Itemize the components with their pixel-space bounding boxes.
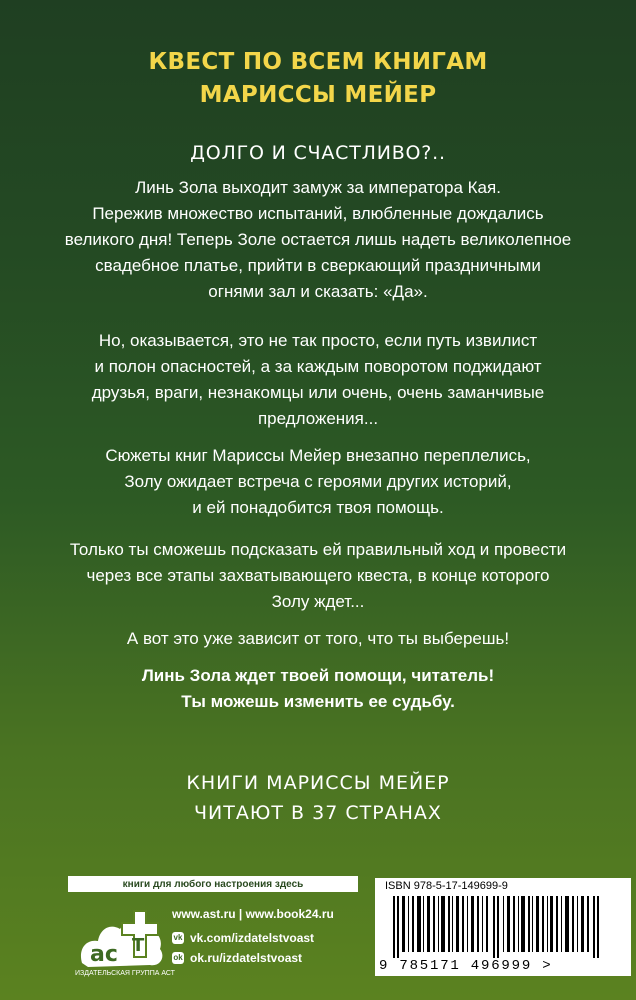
text-line: Пережив множество испытаний, влюбленные дождались xyxy=(92,204,544,223)
text-line: Но, оказывается, это не так просто, если путь извилист xyxy=(98,331,538,350)
text-line: Сюжеты книг Мариссы Мейер внезапно переплелись, xyxy=(105,446,531,465)
text-line: предложения... xyxy=(257,409,379,428)
text-line: великого дня! Теперь Золе остается лишь надеть великолепное xyxy=(64,230,572,249)
text-line: Золу ожидает встреча с героями других историй, xyxy=(124,472,512,491)
ok-row xyxy=(172,948,334,968)
stat-line-2: ЧИТАЮТ В 37 СТРАНАХ xyxy=(194,802,442,824)
barcode-icon xyxy=(387,896,619,958)
stat-line-1: КНИГИ МАРИССЫ МЕЙЕР xyxy=(186,772,450,794)
isbn-box xyxy=(375,878,631,976)
text-line: и ей понадобится твоя помощь. xyxy=(192,498,444,517)
stat-block xyxy=(0,768,636,828)
paragraph-3 xyxy=(40,443,596,521)
vk-icon: vk xyxy=(173,933,183,942)
publisher-links xyxy=(172,904,334,968)
paragraph-5 xyxy=(40,626,596,652)
text-line: друзья, враги, незнакомцы или очень, очень заманчивые xyxy=(91,383,545,402)
vk-row xyxy=(172,928,334,948)
slogan-text: книги для любого настроения здесь xyxy=(122,878,304,890)
ok-link[interactable]: ok.ru/izdatelstvoast xyxy=(190,951,303,965)
cover-title xyxy=(0,46,636,112)
paragraph-4 xyxy=(40,537,596,615)
text-line: и полон опасностей, а за каждым поворотом поджидают xyxy=(94,357,542,376)
text-line: Только ты сможешь подсказать ей правильный ход и провести xyxy=(69,540,567,559)
vk-link[interactable]: vk.com/izdatelstvoast xyxy=(190,931,315,945)
text-line: Линь Зола выходит замуж за императора Кая. xyxy=(135,178,501,197)
text-line: огнями зал и сказать: «Да». xyxy=(208,282,428,301)
paragraph-2 xyxy=(40,328,596,432)
svg-text:Т: Т xyxy=(132,935,145,956)
ok-icon: ok xyxy=(173,953,183,962)
isbn-label: ISBN 978-5-17-149699-9 xyxy=(385,880,508,892)
websites-row xyxy=(172,904,334,924)
websites-link[interactable]: www.ast.ru | www.book24.ru xyxy=(172,907,334,921)
logo-caption: ИЗДАТЕЛЬСКАЯ ГРУППА АСТ xyxy=(75,970,175,977)
ast-logo xyxy=(76,905,168,975)
title-line-2: МАРИССЫ МЕЙЕР xyxy=(199,82,437,108)
text-line: свадебное платье, прийти в сверкающий праздничными xyxy=(95,256,541,275)
paragraph-1 xyxy=(40,175,596,305)
text-line: Линь Зола ждет твоей помощи, читатель! xyxy=(141,666,495,685)
section-subtitle: ДОЛГО И СЧАСТЛИВО?.. xyxy=(190,142,446,164)
logo-lettering: aс xyxy=(90,942,118,967)
text-line: А вот это уже зависит от того, что ты выберешь! xyxy=(126,629,510,648)
text-line: Золу ждет... xyxy=(271,592,365,611)
text-line: Ты можешь изменить ее судьбу. xyxy=(181,692,455,711)
title-line-1: КВЕСТ ПО ВСЕМ КНИГАМ xyxy=(148,49,488,75)
barcode-number: 9 785171 496999 > xyxy=(379,958,553,974)
call-to-action xyxy=(40,663,596,715)
text-line: через все этапы захватывающего квеста, в конце которого xyxy=(86,566,550,585)
slogan-bar xyxy=(68,876,358,892)
